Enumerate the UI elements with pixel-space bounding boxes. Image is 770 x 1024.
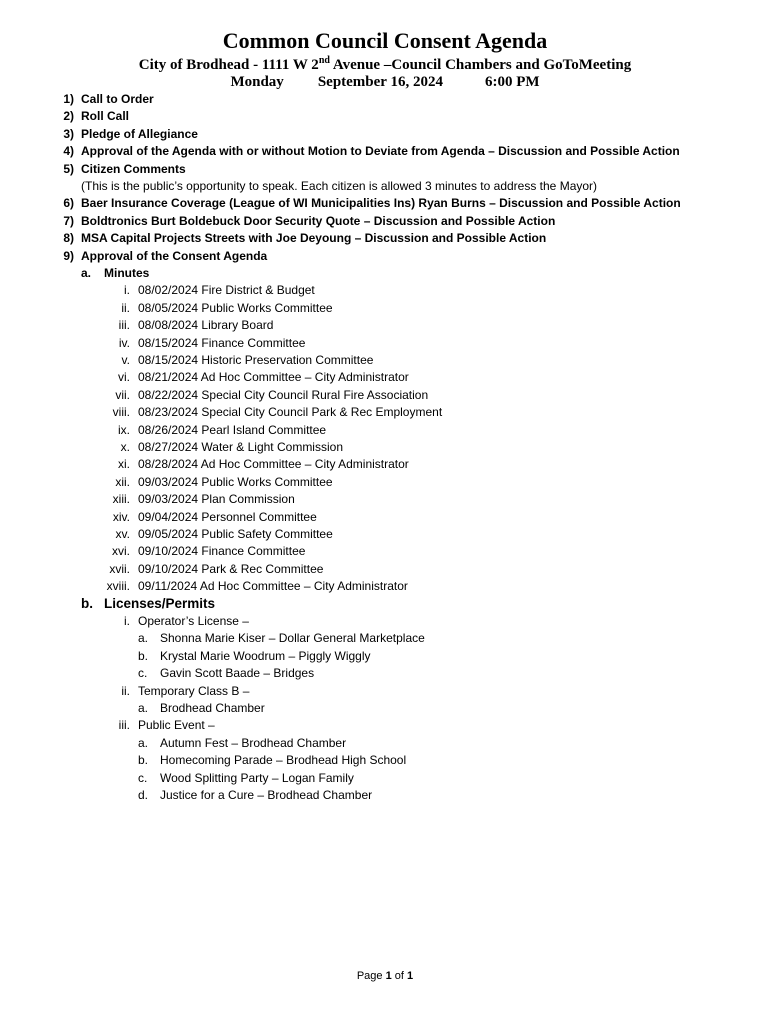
minutes-entry-number: iii. [118, 318, 130, 333]
minutes-entry-number: ii. [121, 300, 130, 315]
minutes-entry-text: 08/15/2024 Historic Preservation Committee [138, 353, 374, 367]
subtitle-pre: City of Brodhead - 1111 W 2 [138, 57, 319, 73]
document-title: Common Council Consent Agenda [222, 28, 548, 53]
subtitle-post: Avenue –Council Chambers and GoToMeeting [329, 57, 632, 73]
minutes-entry [0, 439, 770, 456]
minutes-entry-text: 08/05/2024 Public Works Committee [138, 300, 333, 315]
minutes-entry [0, 352, 770, 369]
minutes-entry-text: 08/02/2024 Fire District & Budget [138, 283, 315, 298]
minutes-entry [0, 543, 770, 560]
minutes-entry-text: 09/10/2024 Finance Committee [138, 544, 306, 559]
licenses-letter: b. [81, 596, 93, 611]
minutes-letter: a. [81, 266, 92, 280]
footer-of-label: of [391, 970, 408, 982]
license-entry-letter: b. [138, 648, 149, 663]
meeting-date: September 16, 2024 [317, 74, 443, 90]
meeting-time: 6:00 PM [484, 74, 540, 90]
minutes-entry [0, 578, 770, 595]
minutes-entry [0, 300, 770, 317]
minutes-entry [0, 317, 770, 334]
minutes-entry-number: xvi. [112, 544, 130, 559]
agenda-item-number: 1) [63, 92, 74, 106]
agenda-item-text: MSA Capital Projects Streets with Joe Deyoung – Discussion and Possible Action [81, 231, 547, 246]
subtitle-superscript: nd [318, 55, 330, 66]
license-group-label: Operator’s License – [138, 614, 249, 628]
license-entry-text: Wood Splitting Party – Logan Family [160, 770, 354, 785]
minutes-entry [0, 404, 770, 421]
minutes-entry [0, 282, 770, 299]
minutes-entry-text: 08/08/2024 Library Board [138, 318, 274, 333]
agenda-item-number: 4) [63, 144, 74, 159]
meeting-dateline [0, 74, 770, 91]
minutes-entry [0, 422, 770, 439]
license-entry-letter: a. [138, 631, 149, 646]
minutes-entry-text: 09/03/2024 Plan Commission [138, 492, 295, 507]
minutes-entry [0, 561, 770, 578]
minutes-entry-number: iv. [118, 335, 130, 350]
minutes-entry-number: i. [124, 283, 130, 298]
agenda-item-number: 6) [63, 196, 74, 211]
license-entry-text: Justice for a Cure – Brodhead Chamber [160, 788, 373, 802]
license-entry-letter: b. [138, 753, 149, 768]
license-entry-text: Gavin Scott Baade – Bridges [160, 666, 315, 681]
minutes-entry-number: xii. [115, 474, 130, 489]
minutes-entry-number: ix. [118, 422, 130, 437]
minutes-entry-number: xiv. [112, 509, 130, 524]
agenda-item-number: 3) [63, 126, 74, 141]
minutes-entry-text: 09/05/2024 Public Safety Committee [138, 527, 333, 541]
minutes-entry [0, 387, 770, 404]
agenda-item-text: Roll Call [81, 109, 130, 124]
minutes-entry-text: 09/03/2024 Public Works Committee [138, 474, 333, 489]
license-group-number: i. [124, 614, 130, 628]
citizen-comments-note: (This is the public’s opportunity to speak. Each citizen is allowed 3 minutes to address the Mayor) [81, 179, 598, 193]
minutes-entry-text: 08/15/2024 Finance Committee [138, 335, 306, 350]
agenda-item-number: 2) [63, 109, 74, 124]
license-entry-text: Autumn Fest – Brodhead Chamber [160, 735, 347, 750]
license-group [0, 683, 770, 700]
agenda-item-number: 9) [63, 248, 74, 263]
minutes-entry [0, 474, 770, 491]
minutes-entry-number: x. [120, 440, 130, 454]
meeting-day: Monday [230, 74, 284, 90]
minutes-entry-text: 08/21/2024 Ad Hoc Committee – City Administrator [138, 370, 409, 385]
license-entry-text: Krystal Marie Woodrum – Piggly Wiggly [160, 648, 371, 663]
minutes-entry-number: xiii. [112, 492, 130, 507]
minutes-entry-number: xviii. [106, 579, 130, 594]
minutes-entry [0, 335, 770, 352]
agenda-item-text: Call to Order [81, 92, 154, 106]
footer-page-label: Page [356, 970, 386, 982]
agenda-item-text: Boldtronics Burt Boldebuck Door Security Quote – Discussion and Possible Action [81, 213, 556, 228]
license-entry-letter: c. [138, 666, 148, 681]
license-group-number: iii. [118, 718, 130, 733]
license-group-label: Public Event – [138, 718, 215, 733]
agenda-item-text: Approval of the Consent Agenda [81, 248, 268, 263]
licenses-heading: Licenses/Permits [104, 596, 216, 611]
minutes-entry-text: 09/04/2024 Personnel Committee [138, 509, 317, 524]
minutes-entry-number: xv. [115, 527, 130, 541]
minutes-entry [0, 491, 770, 508]
minutes-entry [0, 456, 770, 473]
minutes-entry-text: 08/28/2024 Ad Hoc Committee – City Administrator [138, 457, 409, 472]
agenda-item-text: Baer Insurance Coverage (League of WI Municipalities Ins) Ryan Burns – Discussion and Possible Action [81, 196, 681, 211]
agenda-item-text: Approval of the Agenda with or without Motion to Deviate from Agenda – Discussion and Possible Action [81, 144, 680, 159]
license-entry-text: Shonna Marie Kiser – Dollar General Marketplace [160, 631, 425, 646]
minutes-entry-text: 08/23/2024 Special City Council Park & Rec Employment [138, 405, 443, 420]
minutes-entry-text: 08/22/2024 Special City Council Rural Fire Association [138, 387, 429, 402]
minutes-entry-number: v. [121, 353, 130, 367]
footer-page-total: 1 [407, 970, 414, 982]
license-group-number: ii. [121, 683, 130, 698]
agenda-item-number: 5) [63, 161, 74, 176]
minutes-entry-number: xvii. [109, 561, 130, 576]
minutes-entry-text: 08/27/2024 Water & Light Commission [138, 440, 343, 454]
footer-page-number: 1 [385, 970, 392, 982]
minutes-entry-number: vi. [118, 370, 130, 385]
agenda-item-number: 7) [63, 213, 74, 228]
license-group [0, 613, 770, 630]
minutes-entry-text: 09/10/2024 Park & Rec Committee [138, 561, 324, 576]
license-group-label: Temporary Class B – [138, 683, 250, 698]
license-entry-letter: a. [138, 735, 149, 750]
minutes-entry-number: viii. [112, 405, 130, 420]
minutes-entry [0, 369, 770, 386]
license-entry-letter: a. [138, 701, 149, 715]
agenda-item-text: Citizen Comments [81, 161, 186, 176]
document-subtitle [0, 55, 770, 74]
minutes-entry-number: vii. [115, 387, 130, 402]
license-entry-text: Brodhead Chamber [160, 701, 265, 715]
agenda-item-number: 8) [63, 231, 74, 246]
minutes-entry-number: xi. [118, 457, 130, 472]
minutes-entry-text: 08/26/2024 Pearl Island Committee [138, 422, 327, 437]
license-entry-text: Homecoming Parade – Brodhead High School [160, 753, 407, 768]
license-group [0, 717, 770, 734]
license-entry-letter: c. [138, 770, 148, 785]
license-entry-letter: d. [138, 788, 149, 802]
minutes-heading: Minutes [104, 266, 150, 280]
minutes-entry-text: 09/11/2024 Ad Hoc Committee – City Administrator [138, 579, 408, 594]
minutes-entry [0, 526, 770, 543]
page-footer [0, 970, 770, 982]
agenda-item-text: Pledge of Allegiance [81, 126, 198, 141]
minutes-entry [0, 509, 770, 526]
